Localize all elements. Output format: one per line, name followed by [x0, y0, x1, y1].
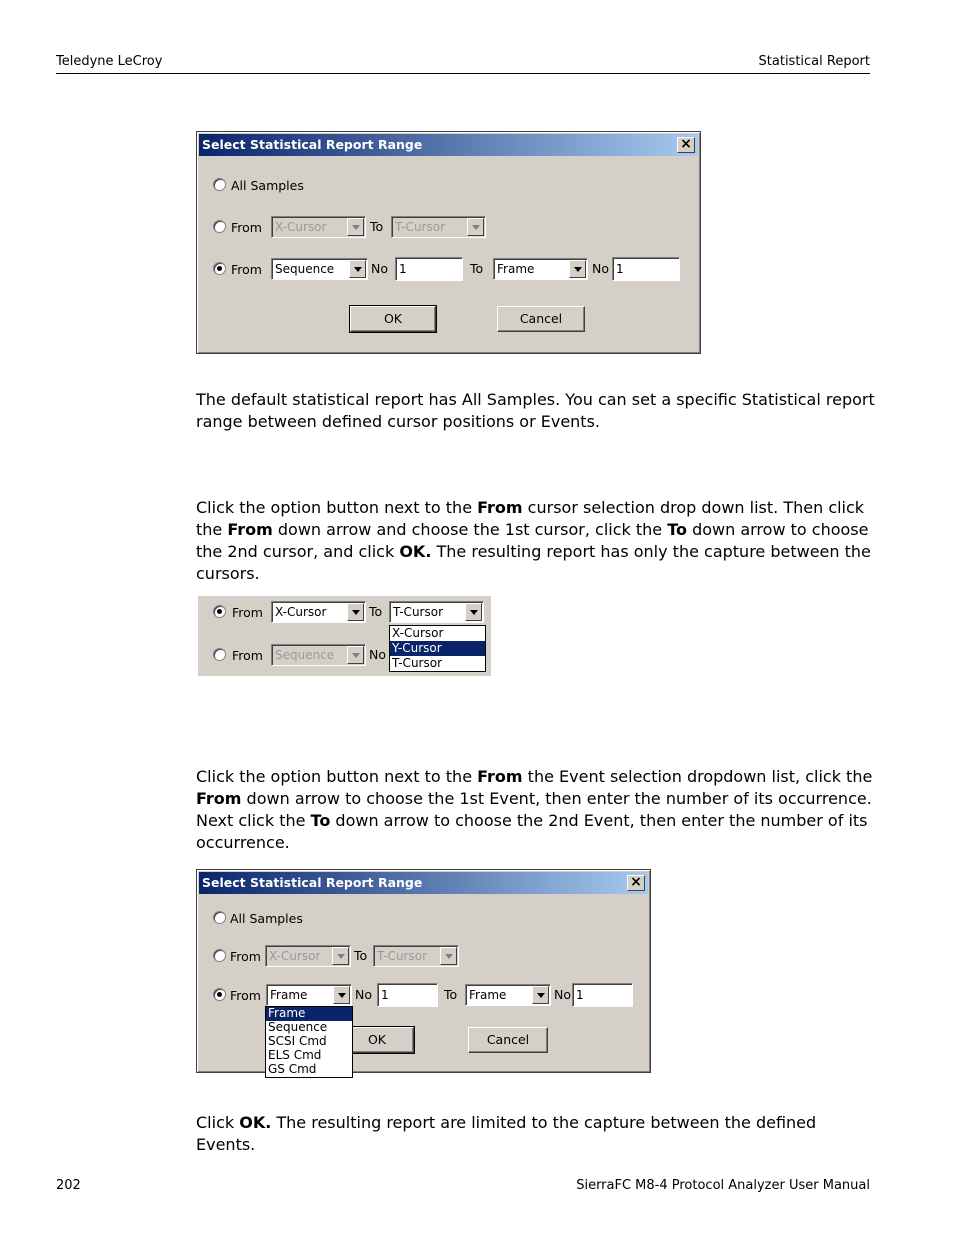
bold-run: OK. — [239, 1113, 272, 1132]
to-cursor-value: T-Cursor — [395, 220, 446, 234]
label-from-no: No — [371, 261, 388, 276]
to-cursor-select[interactable] — [389, 601, 484, 623]
dialog-title: Select Statistical Report Range — [202, 875, 423, 890]
radio-from-cursor[interactable] — [213, 949, 226, 962]
from-event-value: Frame — [270, 988, 308, 1002]
text-run: down arrow to choose the 2nd cursor, and click — [196, 520, 869, 561]
label-all-samples: All Samples — [230, 911, 303, 926]
text-run: Click — [196, 1113, 240, 1132]
chevron-down-icon[interactable] — [332, 947, 349, 965]
label-to-cursor: To — [354, 948, 368, 963]
radio-from-event[interactable] — [213, 262, 226, 275]
label-from-event: From — [230, 988, 261, 1003]
cancel-button[interactable]: Cancel — [497, 306, 585, 332]
header-rule — [56, 73, 870, 74]
ok-button[interactable]: OK — [350, 306, 436, 332]
event-options-list[interactable] — [265, 1006, 353, 1078]
label-all-samples: All Samples — [231, 178, 304, 193]
text-run: The resulting report has only the capture between the cursors. — [196, 542, 871, 583]
bold-run: To — [310, 811, 331, 830]
dialog-select-range-2 — [196, 869, 651, 1076]
label-to-no: No — [592, 261, 609, 276]
paragraph-default-range: The default statistical report has All Samples. You can set a specific Statistical report range between defined cursor positions or Events. — [196, 390, 875, 431]
text-run: Click the option button next to the — [196, 498, 478, 517]
from-event-value: Sequence — [275, 648, 335, 662]
dialog-title: Select Statistical Report Range — [202, 137, 423, 152]
radio-from-cursor[interactable] — [213, 220, 226, 233]
to-cursor-select[interactable] — [373, 945, 459, 967]
from-cursor-value: X-Cursor — [275, 605, 327, 619]
option-y-cursor[interactable]: Y-Cursor — [390, 641, 485, 656]
from-event-select[interactable] — [266, 984, 352, 1006]
option-x-cursor[interactable]: X-Cursor — [392, 626, 444, 640]
dialog-title-bar — [199, 872, 648, 894]
from-cursor-select[interactable] — [271, 601, 366, 623]
label-to-event: To — [444, 987, 458, 1002]
text-run: the Event selection dropdown list, click the — [522, 767, 873, 786]
from-event-select[interactable] — [271, 258, 368, 280]
label-from-cursor: From — [230, 949, 261, 964]
chevron-down-icon[interactable] — [347, 603, 364, 621]
from-cursor-select[interactable] — [265, 945, 351, 967]
chevron-down-icon[interactable] — [349, 260, 366, 278]
header-left: Teledyne LeCroy — [56, 54, 163, 69]
radio-from-event[interactable] — [213, 988, 226, 1001]
header-right: Statistical Report — [758, 54, 870, 69]
chevron-down-icon[interactable] — [440, 947, 457, 965]
to-cursor-select[interactable] — [391, 216, 486, 238]
option-sequence[interactable]: Sequence — [268, 1020, 328, 1034]
option-gs-cmd[interactable]: GS Cmd — [268, 1062, 317, 1076]
text-run: down arrow to choose the 1st Event, then enter the number of its occurrence. Next click the — [196, 789, 872, 830]
bold-run: OK. — [399, 542, 432, 561]
label-from-event: From — [232, 648, 263, 663]
close-icon[interactable]: × — [677, 137, 695, 153]
bold-run: From — [477, 498, 523, 517]
label-from-event: From — [231, 262, 262, 277]
paragraph-ok-result — [196, 1112, 876, 1156]
dialog-title-bar — [199, 134, 698, 156]
from-cursor-value: X-Cursor — [275, 220, 327, 234]
label-from-cursor: From — [232, 605, 263, 620]
footer-manual-title: SierraFC M8-4 Protocol Analyzer User Manual — [576, 1178, 870, 1193]
to-event-value: Frame — [497, 262, 535, 276]
chevron-down-icon[interactable] — [465, 603, 482, 621]
to-cursor-value: T-Cursor — [393, 605, 444, 619]
chevron-down-icon[interactable] — [569, 260, 586, 278]
chevron-down-icon[interactable] — [467, 218, 484, 236]
from-event-number-input[interactable]: 1 — [395, 257, 463, 281]
cancel-button[interactable]: Cancel — [468, 1027, 548, 1053]
text-run: down arrow to choose the 2nd Event, then enter the number of its occurrence. — [196, 811, 868, 852]
option-frame[interactable]: Frame — [266, 1007, 352, 1021]
radio-all-samples[interactable] — [213, 178, 226, 191]
radio-all-samples[interactable] — [213, 911, 226, 924]
footer-page-number: 202 — [56, 1178, 81, 1193]
ok-button[interactable]: OK — [340, 1027, 414, 1053]
option-els-cmd[interactable]: ELS Cmd — [268, 1048, 322, 1062]
label-to-event: To — [470, 261, 484, 276]
to-event-number-input[interactable]: 1 — [572, 983, 633, 1007]
bold-run: From — [196, 789, 242, 808]
label-from-cursor: From — [231, 220, 262, 235]
text-run: The resulting report are limited to the capture between the defined Events. — [196, 1113, 817, 1154]
option-t-cursor[interactable]: T-Cursor — [392, 656, 443, 670]
text-run: cursor selection drop down list. Then click the — [196, 498, 865, 539]
to-event-number-input[interactable]: 1 — [612, 257, 680, 281]
to-event-select[interactable] — [493, 258, 588, 280]
chevron-down-icon[interactable] — [347, 646, 364, 664]
from-event-value: Sequence — [275, 262, 335, 276]
bold-run: To — [667, 520, 687, 539]
chevron-down-icon[interactable] — [347, 218, 364, 236]
from-cursor-select[interactable] — [271, 216, 366, 238]
label-to-cursor: To — [370, 219, 384, 234]
bold-run: From — [227, 520, 273, 539]
chevron-down-icon[interactable] — [333, 986, 350, 1004]
label-to-no: No — [554, 987, 571, 1002]
option-scsi-cmd[interactable]: SCSI Cmd — [268, 1034, 327, 1048]
to-cursor-value: T-Cursor — [377, 949, 428, 963]
cursor-options-list[interactable] — [389, 625, 486, 672]
from-event-number-input[interactable]: 1 — [377, 983, 438, 1007]
label-no: No — [369, 647, 386, 662]
label-from-no: No — [355, 987, 372, 1002]
paragraph-event-range — [196, 766, 876, 854]
from-cursor-value: X-Cursor — [269, 949, 321, 963]
text-run: Click the option button next to the — [196, 767, 478, 786]
to-event-value: Frame — [469, 988, 507, 1002]
paragraph-cursor-range — [196, 497, 876, 585]
cursor-dropdown-snippet — [198, 596, 491, 676]
label-to-cursor: To — [369, 604, 383, 619]
bold-run: From — [477, 767, 523, 786]
from-event-select[interactable] — [271, 644, 366, 666]
dialog-select-range-1 — [196, 131, 701, 354]
text-run: down arrow and choose the 1st cursor, click the — [272, 520, 668, 539]
to-event-select[interactable] — [465, 984, 551, 1006]
radio-from-cursor[interactable] — [213, 605, 226, 618]
radio-from-event[interactable] — [213, 648, 226, 661]
close-icon[interactable]: × — [627, 875, 645, 891]
chevron-down-icon[interactable] — [532, 986, 549, 1004]
